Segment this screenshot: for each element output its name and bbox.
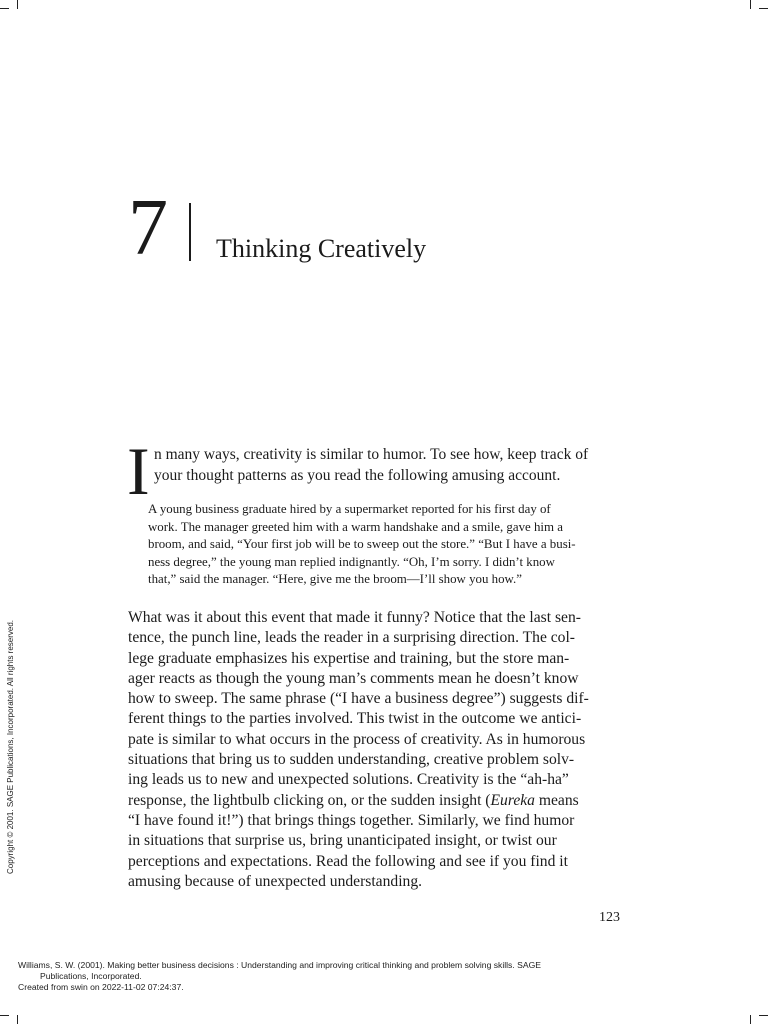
body-line: ferent things to the parties involved. This twist in the outcome we antici- <box>128 710 582 728</box>
body-line: tence, the punch line, leads the reader in a surprising direction. The col- <box>128 629 576 647</box>
intro-line: your thought patterns as you read the following amusing account. <box>154 467 561 484</box>
body-paragraph <box>128 608 623 892</box>
body-line: situations that bring us to sudden understanding, creative problem solv- <box>128 751 575 769</box>
crop-mark <box>759 1015 768 1016</box>
intro-line: n many ways, creativity is similar to humor. To see how, keep track of <box>154 446 589 463</box>
crop-mark <box>0 1015 9 1016</box>
chapter-number: 7 <box>128 184 166 272</box>
crop-mark <box>17 1015 18 1024</box>
crop-mark <box>0 8 9 9</box>
body-text-span: means <box>534 791 579 809</box>
body-line: pate is similar to what occurs in the process of creativity. As in humorous <box>128 730 586 748</box>
body-line: amusing because of unexpected understanding. <box>128 872 423 890</box>
chapter-title: Thinking Creatively <box>216 234 427 263</box>
anecdote-line: ness degree,” the young man replied indignantly. “Oh, I’m sorry. I didn’t know <box>148 554 555 569</box>
citation-line: Created from swin on 2022-11-02 07:24:37. <box>18 982 184 992</box>
citation-line: Williams, S. W. (2001). Making better business decisions : Understanding and improving critical thinking and problem solving skills. SAGE <box>18 960 542 970</box>
body-line: ager reacts as though the young man’s comments mean he doesn’t know <box>128 669 579 687</box>
body-line: “I have found it!”) that brings things together. Similarly, we find humor <box>128 811 575 829</box>
citation-footer <box>18 960 658 993</box>
drop-cap: I <box>127 433 150 509</box>
body-line: perceptions and expectations. Read the following and see if you find it <box>128 852 568 870</box>
side-copyright: Copyright © 2001. SAGE Publications, Incorporated. All rights reserved. <box>6 619 15 874</box>
body-line: ing leads us to new and unexpected solutions. Creativity is the “ah-ha” <box>128 771 569 789</box>
chapter-divider <box>189 203 191 261</box>
crop-mark <box>17 0 18 9</box>
body-line: What was it about this event that made it funny? Notice that the last sen- <box>128 609 581 626</box>
body-text-span: response, the lightbulb clicking on, or the sudden insight ( <box>128 791 491 809</box>
page-number: 123 <box>599 910 620 925</box>
crop-mark <box>750 0 751 9</box>
eureka-italic: Eureka <box>490 791 535 809</box>
anecdote-block <box>148 501 624 589</box>
crop-mark <box>750 1015 751 1024</box>
anecdote-line: work. The manager greeted him with a warm handshake and a smile, gave him a <box>148 519 563 534</box>
anecdote-line: A young business graduate hired by a supermarket reported for his first day of <box>148 502 551 516</box>
body-line: in situations that surprise us, bring unanticipated insight, or twist our <box>128 832 557 850</box>
anecdote-line: that,” said the manager. “Here, give me the broom—I’ll show you how.” <box>148 572 522 587</box>
citation-line: Publications, Incorporated. <box>40 971 142 981</box>
crop-mark <box>759 8 768 9</box>
body-line: how to sweep. The same phrase (“I have a business degree”) suggests dif- <box>128 690 589 708</box>
anecdote-line: broom, and said, “Your first job will be to sweep out the store.” “But I have a busi- <box>148 537 576 552</box>
intro-paragraph <box>154 444 624 486</box>
body-line-eureka <box>128 791 623 811</box>
body-line: lege graduate emphasizes his expertise and training, but the store man- <box>128 649 570 667</box>
